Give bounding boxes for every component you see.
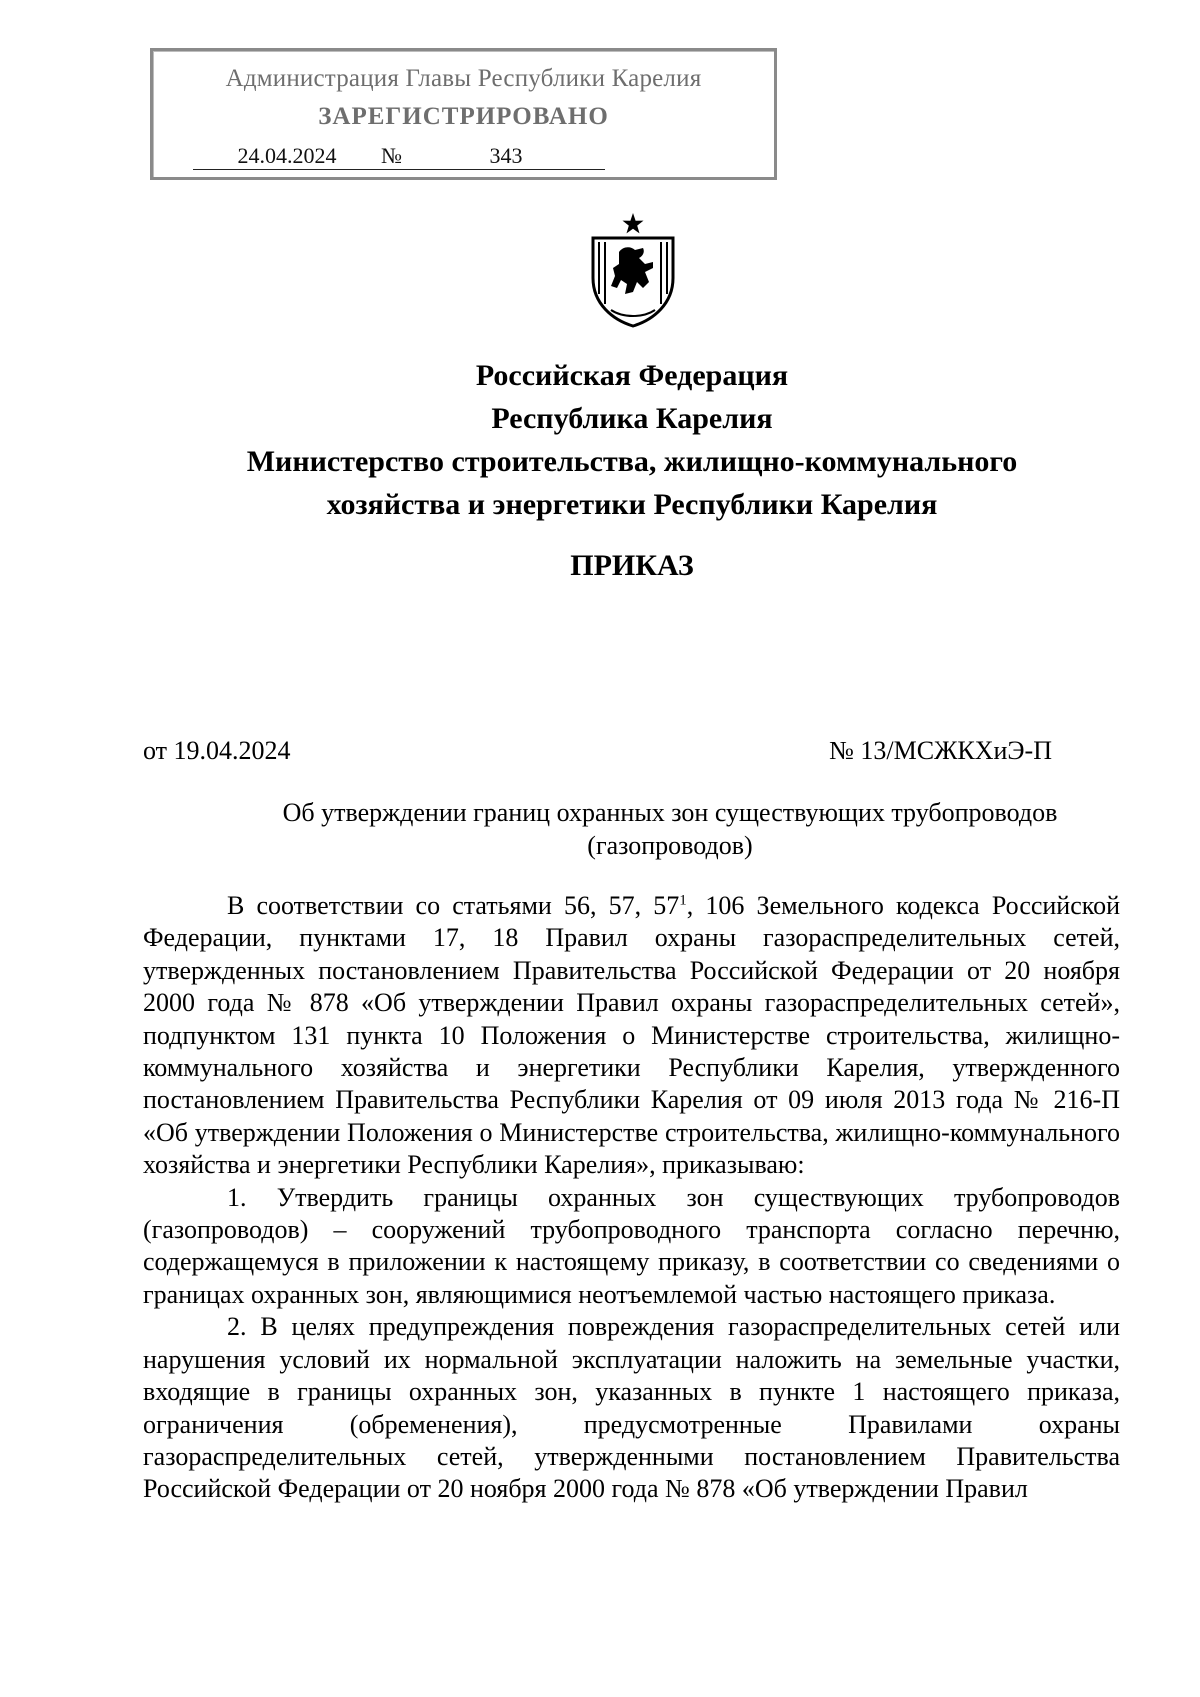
stamp-date: 24.04.2024 <box>193 143 381 170</box>
paragraph-item-1: 1. Утвердить границы охранных зон существующих трубопроводов (газопроводов) – сооружений трубопроводного транспорта согласно перечню, содержащемуся в приложении к настоящему приказу, в соответствии со сведениями о границах охранных зон, являющимися неотъемлемой частью настоящего приказа. <box>143 1182 1120 1309</box>
karelia-coat-of-arms-icon <box>583 212 683 328</box>
stamp-registration-row <box>193 143 605 170</box>
stamp-number: 343 <box>407 143 605 170</box>
order-subject <box>230 796 1110 862</box>
stamp-status: ЗАРЕГИСТРИРОВАНО <box>318 103 609 130</box>
order-date: от 19.04.2024 <box>143 736 291 765</box>
preamble-text-start: В соответствии со статьями 56, 57, 57 <box>227 891 680 920</box>
header-country: Российская Федерация <box>475 359 789 392</box>
preamble-superscript: 1 <box>679 892 687 909</box>
header-republic: Республика Карелия <box>491 402 773 435</box>
paragraph-item-2: 2. В целях предупреждения повреждения газораспределительных сетей или нарушения условий их нормальной эксплуатации наложить на земельные участки, входящие в границы охранных зон, указанных в пункте 1 настоящего приказа, ограничения (обременения), предусмотренные Правилами охраны газораспределительных сетей, утвержденными постановлением Правительства Российской Федерации от 20 ноября 2000 года № 878 «Об утверждении Правил <box>143 1312 1120 1504</box>
preamble-text-end: , 106 Земельного кодекса Российской Федерации, пунктами 17, 18 Правил охраны газораспределительных сетей, утвержденных постановлением Правительства Российской Федерации от 20 ноября 2000 года № 878 «Об утверждении Правил охраны газораспределительных сетей», подпунктом 131 пункта 10 Положения о Министерстве строительства, жилищно-коммунального хозяйства и энергетики Республики Карелия, утвержденного постановлением Правительства Республики Карелия от 09 июля 2013 года № 216-П «Об утверждении Положения о Министерстве строительства, жилищно-коммунального хозяйства и энергетики Республики Карелия», приказываю: <box>143 891 1120 1180</box>
registration-stamp <box>150 48 777 180</box>
document-type: ПРИКАЗ <box>570 549 694 582</box>
subject-line1: Об утверждении границ охранных зон существующих трубопроводов <box>282 798 1058 827</box>
stamp-number-sign: № <box>381 143 407 170</box>
subject-line2: (газопроводов) <box>587 831 753 860</box>
paragraph-preamble <box>143 890 1120 1182</box>
stamp-organization: Администрация Главы Республики Карелия <box>225 65 702 92</box>
order-number: № 13/МСЖКХиЭ-П <box>829 736 1052 765</box>
header-ministry-line2: хозяйства и энергетики Республики Карелия <box>326 488 938 521</box>
order-body <box>143 890 1120 1506</box>
header-ministry-line1: Министерство строительства, жилищно-коммунального <box>246 445 1018 478</box>
